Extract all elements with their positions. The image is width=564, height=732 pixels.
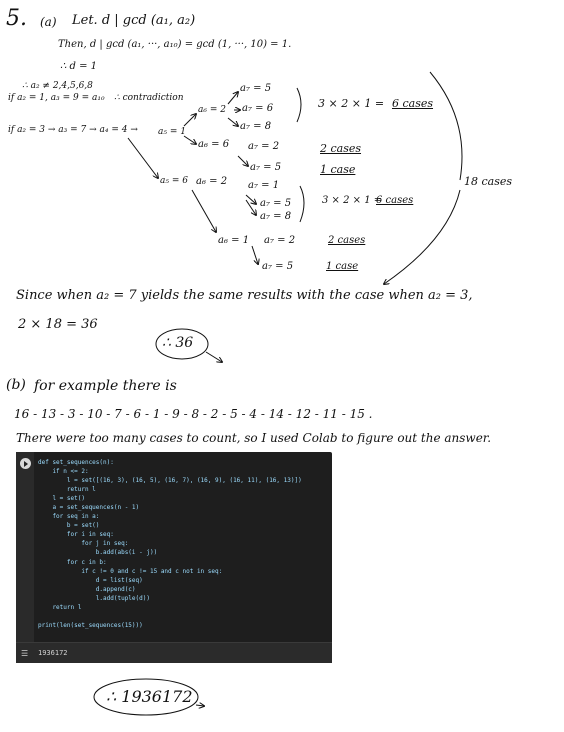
case-1-bottom: 1 case: [326, 261, 359, 272]
part-b-note: There were too many cases to count, so I used Colab to figure out the answer.: [16, 431, 492, 445]
brace-mid: [300, 186, 304, 222]
node-a7-6-top: a₇ = 6: [242, 103, 274, 114]
code-line: l.add(tuple(d)): [38, 594, 150, 602]
code-lines: [38, 458, 302, 630]
cases-2-bottom: 2 cases: [328, 235, 366, 246]
part-b-answer: ∴ 1936172: [106, 687, 193, 706]
output-toggle-icon[interactable]: ☰: [21, 649, 29, 658]
cell-output-value: 1936172: [38, 649, 68, 657]
code-line: for c in b:: [38, 558, 107, 566]
arrow-a6-to-a7-5: [228, 92, 238, 104]
part-a-d-eq: ∴ d = 1: [60, 61, 98, 72]
node-a6-6: a₆ = 6: [198, 139, 230, 150]
node-a6-2-top: a₆ = 2: [198, 105, 226, 115]
big-curve-top: [430, 72, 462, 180]
code-line: if c != 0 and c != 15 and c not in seq:: [38, 567, 223, 575]
node-a5-6: a₅ = 6: [160, 176, 188, 186]
count-top: 3 × 2 × 1 =: [318, 97, 385, 110]
arrow-a6-6-to-a7-5: [238, 156, 248, 166]
code-line: return l: [38, 486, 96, 494]
arrow-a5-to-a6-6: [184, 136, 196, 144]
part-a-since: Since when a₂ = 7 yields the same results with the case when a₂ = 3,: [16, 288, 473, 303]
brace-top: [297, 88, 301, 122]
node-a6-2-mid: a₆ = 2: [196, 176, 228, 187]
part-a-then: Then, d | gcd (a₁, ···, a₁₀) = gcd (1, ···, 10) = 1.: [58, 39, 292, 50]
count-mid: 3 × 2 × 1 =: [322, 195, 383, 206]
answer-tail-a: [206, 352, 222, 362]
code-line: d.append(c): [38, 585, 136, 593]
code-line: for j in seq:: [38, 540, 129, 548]
result-mid: 6 cases: [376, 195, 414, 206]
code-line: d = list(seq): [38, 576, 143, 584]
part-a-intro: Let. d | gcd (a₁, a₂): [72, 13, 196, 28]
part-b-example: for example there is: [34, 378, 177, 394]
run-cell-button[interactable]: [20, 458, 31, 469]
part-a-multiplication: 2 × 18 = 36: [18, 317, 98, 332]
code-line: for seq in a:: [38, 513, 100, 521]
code-cell-gutter: [16, 452, 34, 642]
node-a7-2-from-a6-6: a₇ = 2: [248, 141, 280, 152]
total-cases: 18 cases: [464, 175, 513, 188]
code-line: l = set([(16, 3), (16, 5), (16, 7), (16, 9), (16, 11), (16, 13)]): [38, 477, 302, 485]
part-b-label: (b): [6, 377, 26, 393]
code-line: print(len(set_sequences(15))): [38, 621, 143, 629]
code-line: [38, 612, 302, 621]
code-line: def set_sequences(n):: [38, 459, 114, 466]
code-line: l = set(): [38, 495, 85, 503]
part-a-label: (a): [40, 15, 57, 29]
result-top: 6 cases: [392, 97, 434, 110]
part-a-exclusion: ∴ a₂ ≠ 2,4,5,6,8: [22, 81, 93, 91]
arrow-a6-1-to-a7-5: [252, 246, 258, 264]
code-line: b = set(): [38, 522, 100, 530]
problem-number: 5.: [6, 6, 27, 31]
part-a-contradiction: ∴ contradiction: [114, 93, 184, 103]
node-a7-8-mid: a₇ = 8: [260, 211, 292, 222]
code-line: return l: [38, 603, 82, 611]
part-a-case-a2-1: if a₂ = 1, a₃ = 9 = a₁₀: [8, 93, 105, 103]
part-b-sequence: 16 - 13 - 3 - 10 - 7 - 6 - 1 - 9 - 8 - 2 - 5 - 4 - 14 - 12 - 11 - 15 .: [14, 407, 373, 421]
arrow-a5-6-to-a6-1: [192, 190, 216, 232]
node-a7-5-from-a6-6: a₇ = 5: [250, 162, 282, 173]
cases-2-top: 2 cases: [320, 142, 362, 155]
node-a7-5-top: a₇ = 5: [240, 83, 272, 94]
code-line: if n <= 2:: [38, 468, 89, 476]
code-line: for i in seq:: [38, 531, 114, 539]
part-a-answer: ∴ 36: [162, 335, 194, 351]
node-a7-8-top: a₇ = 8: [240, 121, 272, 132]
arrow-a4-to-a5-6: [128, 138, 158, 178]
cell-output: [16, 642, 332, 663]
node-a7-5-bottom: a₇ = 5: [262, 261, 294, 272]
part-a-case-a2-3: if a₂ = 3 → a₃ = 7 → a₄ = 4 →: [8, 125, 138, 135]
code-line: a = set_sequences(n - 1): [38, 504, 140, 512]
node-a6-1: a₆ = 1: [218, 235, 250, 246]
code-line: b.add(abs(i - j)): [38, 549, 158, 557]
node-a5-1: a₅ = 1: [158, 127, 186, 137]
node-a7-5-mid: a₇ = 5: [260, 198, 292, 209]
node-a7-2-bottom: a₇ = 2: [264, 235, 296, 246]
answer-tail-b: [196, 705, 204, 706]
colab-code-cell[interactable]: [16, 452, 332, 662]
case-1-top: 1 case: [320, 163, 356, 176]
node-a7-1-mid: a₇ = 1: [248, 180, 280, 191]
arrow-a5-to-a6-2: [184, 114, 196, 126]
arrow-a6-to-a7-8: [228, 118, 238, 126]
